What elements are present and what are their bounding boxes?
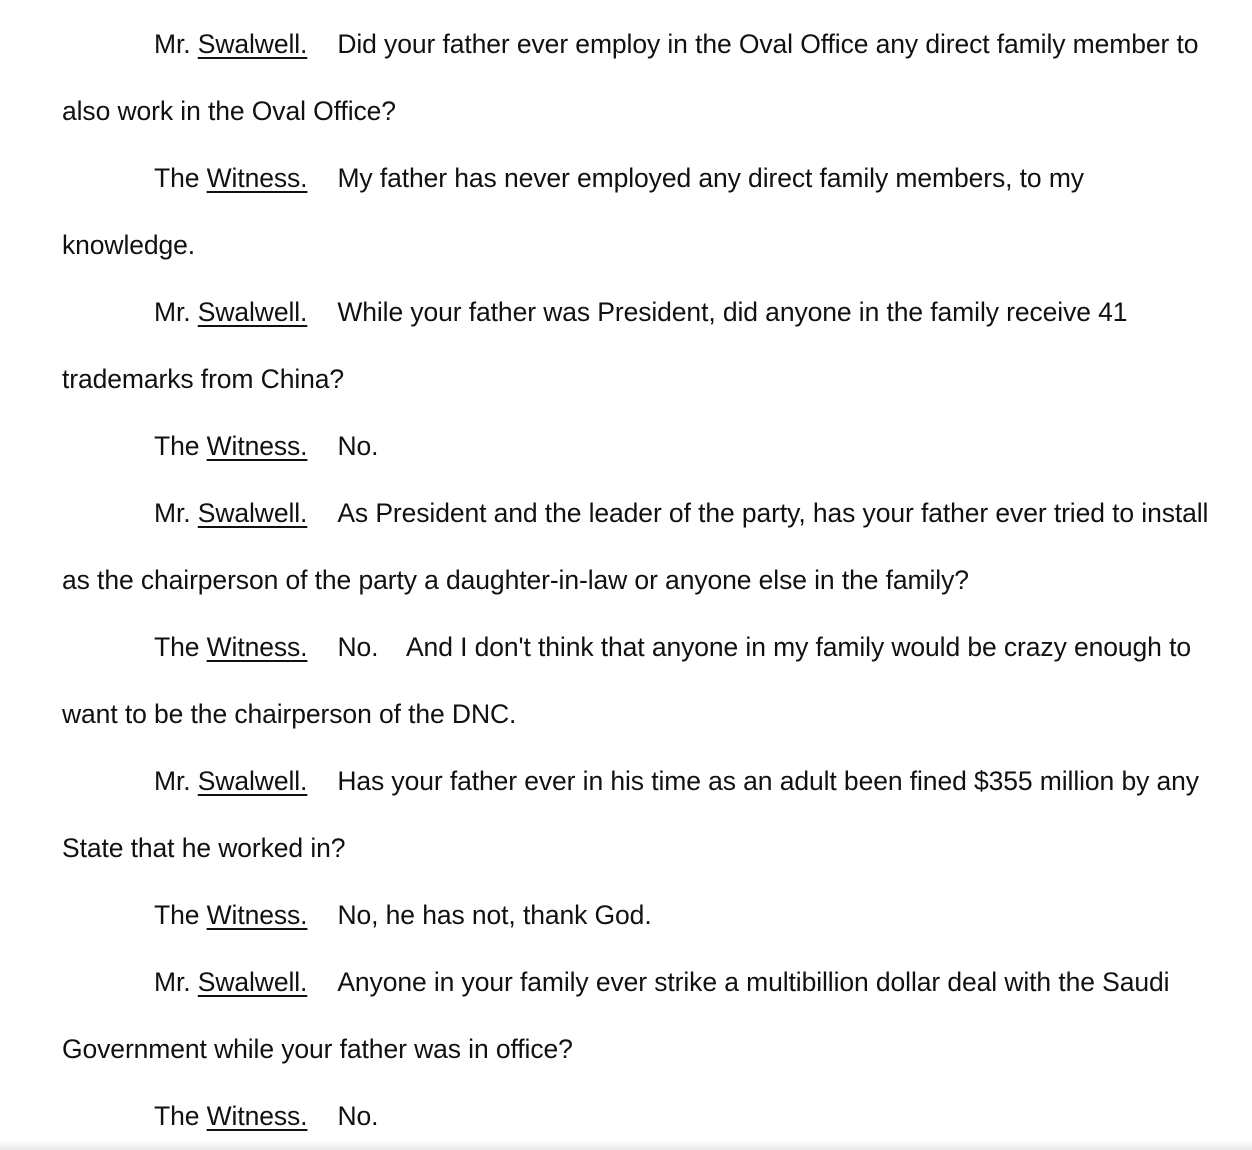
transcript-entry xyxy=(62,480,1212,614)
entry-text: Did your father ever employ in the Oval Office any direct family member to also work in the Oval Office? xyxy=(62,29,1199,126)
entry-text: My father has never employed any direct family members, to my knowledge. xyxy=(62,163,1084,260)
transcript-body xyxy=(62,11,1212,1150)
speaker-name: Witness. xyxy=(206,632,308,662)
speaker-honorific: The xyxy=(154,632,200,662)
speaker-name: Witness. xyxy=(206,900,308,930)
transcript-entry xyxy=(62,11,1212,145)
transcript-entry xyxy=(62,614,1212,748)
transcript-entry xyxy=(62,748,1212,882)
speaker-honorific: The xyxy=(154,900,200,930)
page-bottom-edge xyxy=(0,1140,1252,1150)
speaker-honorific: The xyxy=(154,163,200,193)
entry-text: As President and the leader of the party, has your father ever tried to install as the chairperson of the party a daughter-in-law or anyone else in the family? xyxy=(62,498,1209,595)
transcript-entry xyxy=(62,279,1212,413)
speaker-honorific: Mr. xyxy=(154,766,191,796)
speaker-name: Witness. xyxy=(206,1101,308,1131)
speaker-name: Swalwell. xyxy=(197,498,308,528)
entry-text: While your father was President, did anyone in the family receive 41 trademarks from China? xyxy=(62,297,1128,394)
speaker-name: Swalwell. xyxy=(197,297,308,327)
transcript-entry xyxy=(62,413,1212,480)
speaker-honorific: Mr. xyxy=(154,967,191,997)
transcript-entry xyxy=(62,882,1212,949)
entry-text: No. xyxy=(337,431,379,461)
entry-text: No. xyxy=(337,1101,379,1131)
speaker-name: Witness. xyxy=(206,431,308,461)
speaker-honorific: The xyxy=(154,1101,200,1131)
speaker-name: Swalwell. xyxy=(197,766,308,796)
speaker-name: Swalwell. xyxy=(197,967,308,997)
transcript-entry xyxy=(62,949,1212,1083)
speaker-name: Swalwell. xyxy=(197,29,308,59)
speaker-honorific: Mr. xyxy=(154,29,191,59)
entry-text: Anyone in your family ever strike a multibillion dollar deal with the Saudi Government while your father was in office? xyxy=(62,967,1170,1064)
transcript-entry xyxy=(62,145,1212,279)
entry-text: Has your father ever in his time as an adult been fined $355 million by any State that he worked in? xyxy=(62,766,1199,863)
speaker-honorific: The xyxy=(154,431,200,461)
entry-text: No. And I don't think that anyone in my family would be crazy enough to want to be the chairperson of the DNC. xyxy=(62,632,1199,729)
speaker-honorific: Mr. xyxy=(154,297,191,327)
speaker-name: Witness. xyxy=(206,163,308,193)
entry-text: No, he has not, thank God. xyxy=(337,900,652,930)
speaker-honorific: Mr. xyxy=(154,498,191,528)
